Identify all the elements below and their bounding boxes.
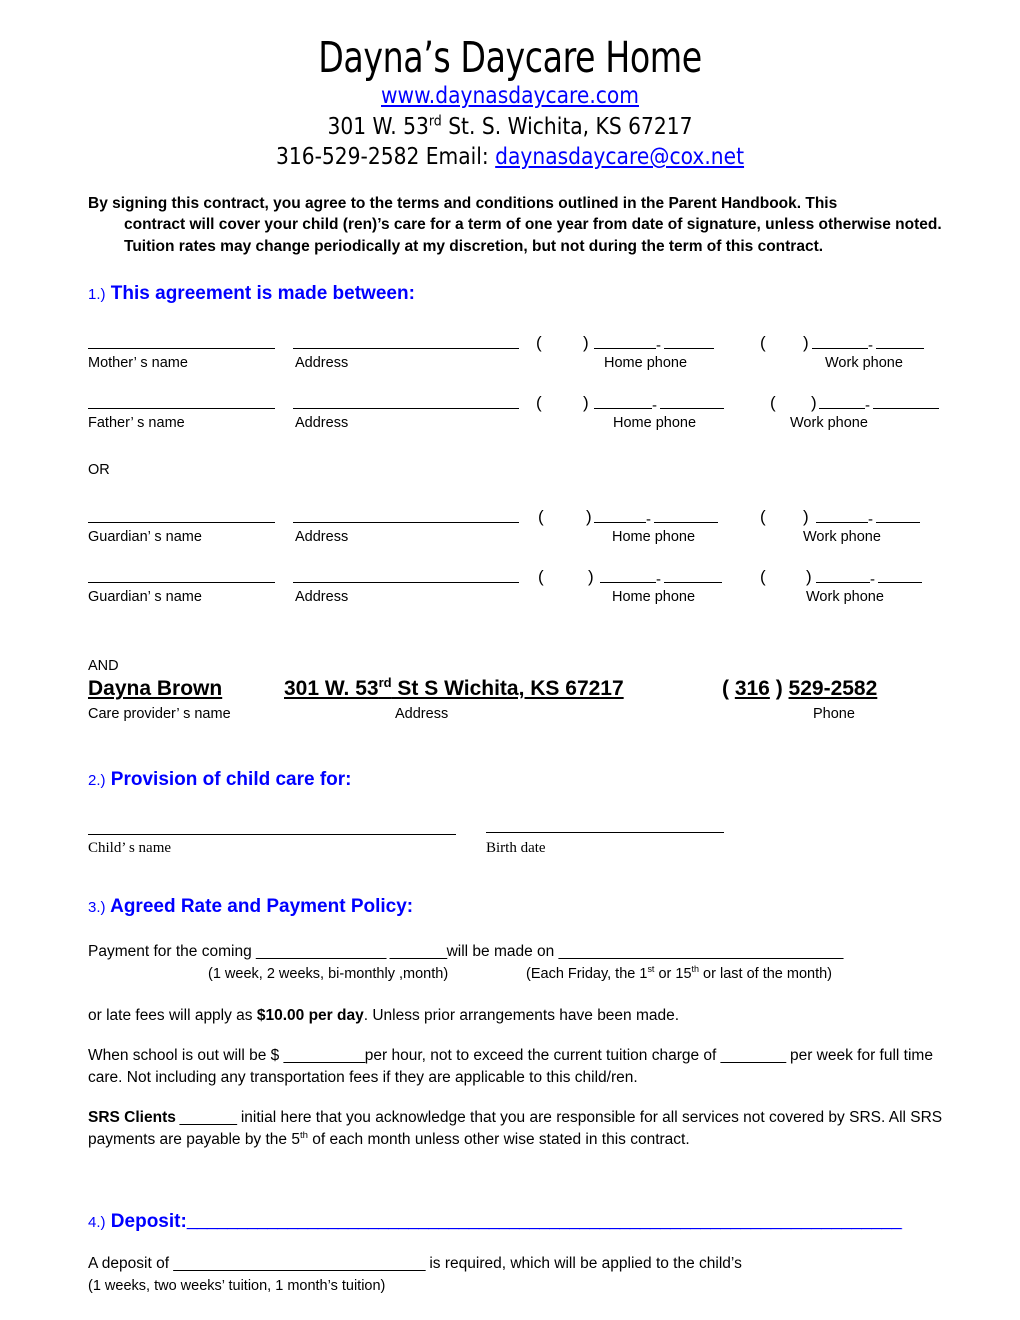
father-address-line[interactable]: [293, 408, 519, 409]
school-out-paragraph: [88, 1045, 952, 1089]
payment-blank-1[interactable]: ________________: [256, 942, 386, 960]
deposit-text-b: is required, which will be applied to the child’s: [425, 1255, 742, 1273]
mother-work-phone-line-1[interactable]: [812, 348, 868, 349]
guardian2-work-phone-line-1[interactable]: [816, 582, 870, 583]
phone-email-line: [61, 142, 959, 173]
guardian2-work-phone-line-2[interactable]: [878, 582, 922, 583]
provider-phone: [722, 677, 877, 701]
father-work-phone-dash: -: [865, 397, 870, 415]
provider-phone-close-paren: ): [769, 677, 789, 701]
guardian2-home-phone-line-1[interactable]: [600, 582, 656, 583]
payment-note-right-b: or 15: [654, 965, 692, 982]
deposit-paragraph: [88, 1253, 952, 1275]
father-work-close-paren: ): [811, 393, 817, 413]
child-name-line[interactable]: [88, 834, 456, 835]
intro-line-2: contract will cover your child (ren)’s care for a term of one year from date of signature, unless otherwise noted. Tuition rates may change periodically at my discretion, but not during the term of this contract.: [124, 216, 942, 255]
father-home-open-paren: (: [536, 393, 542, 413]
section-3-heading: [88, 896, 952, 919]
provider-name-label: Care provider’ s name: [88, 706, 231, 723]
mother-address-label: Address: [295, 355, 349, 372]
deposit-text-a: A deposit of: [88, 1255, 174, 1273]
phone-text: 316-529-2582 Email:: [275, 144, 496, 171]
birth-date-line[interactable]: [486, 832, 724, 833]
provider-address-pre: 301 W. 53: [284, 677, 379, 701]
payment-blank-1b[interactable]: _______: [385, 942, 447, 960]
parent-row-mother: [88, 328, 952, 388]
section-4-title: Deposit:: [110, 1210, 187, 1232]
provider-row: [88, 677, 952, 731]
mother-home-phone-line-2[interactable]: [664, 348, 714, 349]
guardian1-home-phone-dash: -: [646, 510, 651, 528]
father-name-line[interactable]: [88, 408, 275, 409]
school-out-text-c: per week for full time care. Not including any transportation fees if they are applicable to this child/ren.: [88, 1046, 933, 1086]
address-line: [61, 112, 959, 143]
document-body: [0, 193, 1020, 1296]
section-1-title: This agreement is made between:: [110, 283, 415, 305]
guardian2-home-phone-line-2[interactable]: [664, 582, 722, 583]
intro-paragraph: [88, 193, 952, 258]
father-home-phone-line-2[interactable]: [660, 408, 724, 409]
provider-phone-label: Phone: [813, 706, 855, 723]
srs-clients-label: SRS Clients: [88, 1108, 176, 1126]
guardian1-home-open-paren: (: [538, 506, 544, 526]
guardian2-home-phone-dash: -: [656, 570, 661, 588]
guardian2-name-label: Guardian’ s name: [88, 588, 202, 605]
mother-name-line[interactable]: [88, 348, 275, 349]
guardian1-home-close-paren: ): [586, 506, 592, 526]
parent-row-guardian-2: [88, 562, 952, 622]
payment-schedule-line: [88, 941, 952, 963]
address-ordinal-suffix: rd: [428, 113, 442, 130]
payment-frequency-notes: [88, 965, 952, 987]
mother-home-phone-line-1[interactable]: [594, 348, 656, 349]
guardian1-work-phone-line-2[interactable]: [876, 522, 920, 523]
father-work-phone-line-1[interactable]: [819, 408, 865, 409]
provider-address: [284, 677, 624, 701]
guardian2-address-label: Address: [295, 588, 349, 605]
provider-name: Dayna Brown: [88, 677, 223, 701]
website-link[interactable]: www.daynasdaycare.com: [380, 83, 639, 110]
late-fee-paragraph: [88, 1005, 952, 1027]
school-out-blank-2[interactable]: ________: [720, 1046, 786, 1064]
mother-home-close-paren: ): [583, 333, 589, 353]
guardian1-work-phone-line-1[interactable]: [816, 522, 868, 523]
father-work-phone-line-2[interactable]: [873, 408, 939, 409]
father-home-phone-label: Home phone: [613, 415, 697, 432]
child-info-row: [88, 814, 952, 864]
email-link[interactable]: daynasdaycare@cox.net: [495, 144, 745, 171]
provider-address-ordinal: rd: [378, 675, 392, 691]
mother-name-label: Mother’ s name: [88, 355, 188, 372]
business-title: Dayna’s Daycare Home: [318, 33, 702, 83]
section-4-number: 4.): [88, 1213, 106, 1231]
guardian1-work-close-paren: ): [803, 506, 809, 526]
provider-phone-number: 529-2582: [788, 677, 878, 701]
child-name-label: Child’ s name: [88, 839, 172, 856]
mother-address-line[interactable]: [293, 348, 519, 349]
guardian1-work-phone-label: Work phone: [803, 528, 881, 545]
school-out-text-b: per hour, not to exceed the current tuition charge of: [364, 1046, 721, 1064]
section-1-heading: [88, 283, 952, 306]
payment-note-right-a: (Each Friday, the 1: [526, 965, 648, 982]
mother-work-phone-label: Work phone: [825, 355, 903, 372]
section-4-heading: [88, 1211, 952, 1234]
section-1-number: 1.): [88, 286, 106, 304]
srs-initial-blank[interactable]: _______: [175, 1108, 237, 1126]
guardian1-name-label: Guardian’ s name: [88, 528, 202, 545]
guardian2-work-close-paren: ): [806, 566, 812, 586]
payment-note-sup-st: st: [647, 963, 655, 974]
payment-text-a: Payment for the coming: [88, 942, 256, 960]
mother-work-open-paren: (: [760, 333, 766, 353]
guardian1-work-phone-dash: -: [868, 510, 873, 528]
section-2-title: Provision of child care for:: [110, 769, 352, 791]
father-home-phone-line-1[interactable]: [594, 408, 652, 409]
section-4-fill-rule[interactable]: _______________________________________________________________________: [186, 1210, 902, 1232]
srs-clients-paragraph: [88, 1107, 952, 1151]
school-out-blank-1[interactable]: __________: [283, 1046, 365, 1064]
father-address-label: Address: [295, 415, 349, 432]
mother-work-phone-dash: -: [868, 337, 873, 355]
provider-address-post: St S Wichita, KS 67217: [391, 677, 624, 701]
section-3-number: 3.): [88, 898, 106, 916]
mother-work-close-paren: ): [803, 333, 809, 353]
birth-date-label: Birth date: [486, 839, 546, 856]
provider-phone-area-code: 316: [734, 677, 770, 701]
guardian1-name-line[interactable]: [88, 522, 275, 523]
payment-text-c: will be made on: [446, 942, 559, 960]
guardian1-home-phone-line-1[interactable]: [594, 522, 646, 523]
guardian2-home-phone-label: Home phone: [612, 588, 696, 605]
guardian1-home-phone-line-2[interactable]: [654, 522, 718, 523]
or-separator: OR: [88, 462, 110, 479]
late-fee-text-b: . Unless prior arrangements have been made.: [363, 1006, 680, 1024]
payment-blank-2[interactable]: ___________________________________: [558, 942, 843, 960]
mother-home-phone-label: Home phone: [604, 355, 688, 372]
and-separator: AND: [88, 657, 119, 674]
address-text-post: St. S. Wichita, KS 67217: [441, 113, 693, 140]
late-fee-amount: $10.00 per day: [256, 1006, 364, 1024]
deposit-blank[interactable]: _______________________________: [173, 1255, 426, 1273]
parent-row-guardian-1: [88, 502, 952, 562]
guardian1-address-line[interactable]: [293, 522, 519, 523]
section-2-number: 2.): [88, 772, 106, 790]
parent-row-father: [88, 388, 952, 448]
father-home-phone-dash: -: [652, 397, 657, 415]
father-work-open-paren: (: [770, 393, 776, 413]
document-header: [0, 0, 1020, 173]
mother-home-open-paren: (: [536, 333, 542, 353]
father-home-close-paren: ): [583, 393, 589, 413]
guardian2-work-phone-label: Work phone: [806, 588, 884, 605]
mother-work-phone-line-2[interactable]: [876, 348, 924, 349]
father-name-label: Father’ s name: [88, 415, 185, 432]
payment-note-right-c: or last of the month): [699, 965, 833, 982]
payment-frequency-note-right: [526, 965, 832, 984]
guardian1-home-phone-label: Home phone: [612, 528, 696, 545]
srs-text-b: of each month unless other wise stated in this contract.: [307, 1130, 690, 1148]
guardian2-work-phone-dash: -: [870, 570, 875, 588]
section-2-heading: [88, 769, 952, 792]
father-work-phone-label: Work phone: [790, 415, 868, 432]
intro-line-1: By signing this contract, you agree to the terms and conditions outlined in the Parent Handbook. This: [88, 194, 838, 212]
late-fee-text-a: or late fees will apply as: [88, 1006, 257, 1024]
payment-note-sup-th: th: [691, 963, 700, 974]
section-3-title: Agreed Rate and Payment Policy:: [110, 895, 414, 917]
guardian2-address-line[interactable]: [293, 582, 519, 583]
address-text-pre: 301 W. 53: [327, 113, 429, 140]
srs-text-a: initial here that you acknowledge that you are responsible for all services not covered by SRS. All SRS payments are payable by the 5: [88, 1108, 943, 1148]
guardian1-address-label: Address: [295, 528, 349, 545]
guardian1-work-open-paren: (: [760, 506, 766, 526]
guardian2-work-open-paren: (: [760, 566, 766, 586]
provider-phone-open-paren: (: [722, 677, 735, 701]
mother-home-phone-dash: -: [656, 337, 661, 355]
payment-frequency-note-left: (1 week, 2 weeks, bi-monthly ,month): [208, 965, 449, 982]
srs-sup-th: th: [299, 1129, 308, 1141]
deposit-note: (1 weeks, two weeks’ tuition, 1 month’s tuition): [88, 1278, 386, 1295]
website-line: [61, 81, 959, 112]
school-out-text-a: When school is out will be $: [88, 1046, 284, 1064]
guardian2-home-open-paren: (: [538, 566, 544, 586]
guardian2-home-close-paren: ): [588, 566, 594, 586]
provider-address-label: Address: [395, 706, 449, 723]
guardian2-name-line[interactable]: [88, 582, 275, 583]
